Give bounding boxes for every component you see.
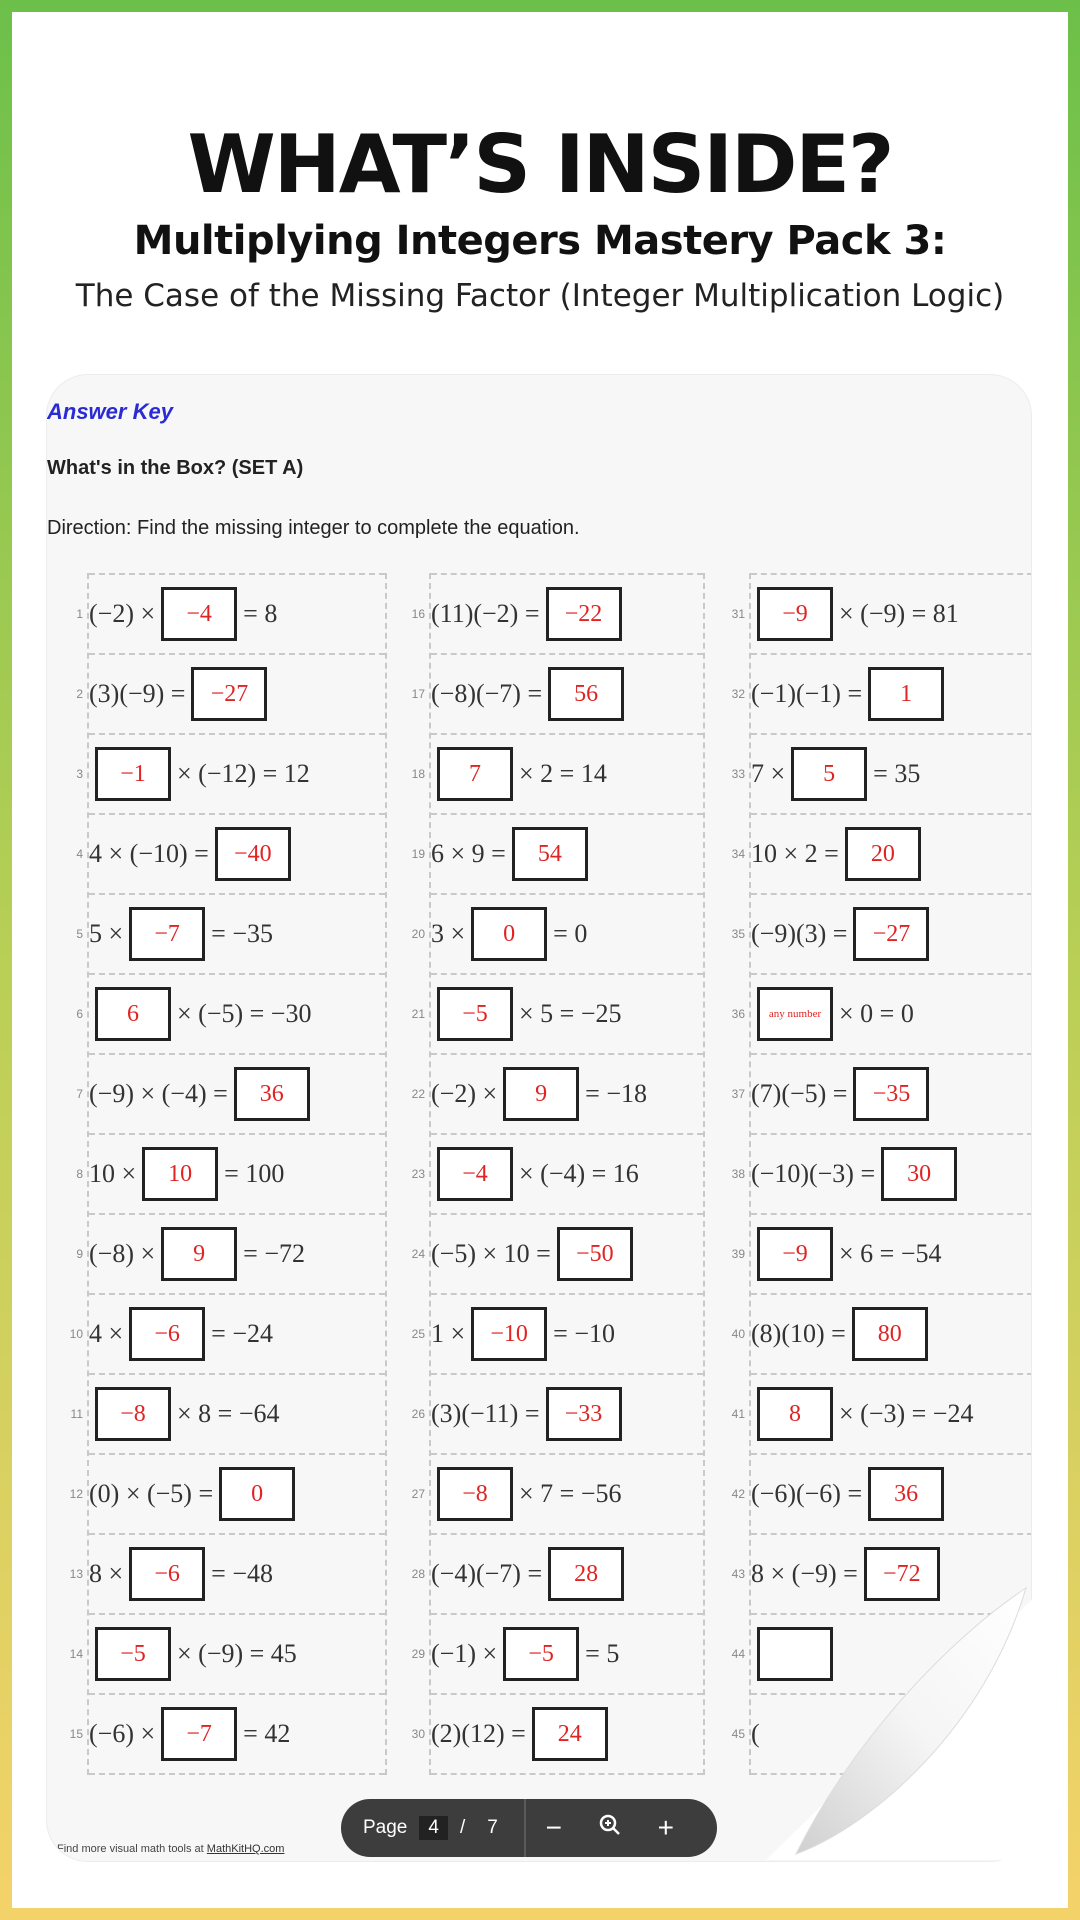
page-subtitle: Multiplying Integers Mastery Pack 3: — [133, 218, 947, 264]
problem-number: 42 — [731, 1487, 745, 1501]
problem-number: 41 — [731, 1407, 745, 1421]
problem-row — [731, 735, 1032, 815]
problem-row — [411, 1615, 703, 1695]
equation-left: (−10)(−3) = — [751, 1159, 876, 1188]
answer-box: 56 — [548, 667, 624, 721]
problem-number: 1 — [76, 607, 83, 621]
equation-left: (8)(10) = — [751, 1319, 846, 1348]
answer-box: −72 — [864, 1547, 940, 1601]
problem-number: 17 — [411, 687, 425, 701]
problem-row — [411, 975, 703, 1055]
equation-left: (3)(−11) = — [431, 1399, 540, 1428]
answer-box: −6 — [129, 1307, 205, 1361]
problem-row — [69, 1535, 385, 1615]
equation-left: (−2) × — [89, 599, 156, 628]
page-separator: / — [459, 1817, 466, 1838]
answer-box: any number — [757, 987, 833, 1041]
problem-row — [76, 655, 385, 735]
equation-right: × 5 = −25 — [519, 999, 622, 1028]
answer-box: −8 — [95, 1387, 171, 1441]
equation-right: = 100 — [224, 1159, 285, 1188]
answer-box: −50 — [557, 1227, 633, 1281]
equation-left: (−6)(−6) = — [751, 1479, 863, 1508]
answer-box: −7 — [129, 907, 205, 961]
footer-link[interactable]: MathKitHQ.com — [206, 1843, 285, 1855]
equation-left: (7)(−5) = — [751, 1079, 848, 1108]
problem-number: 15 — [69, 1727, 83, 1741]
answer-box: −5 — [503, 1627, 579, 1681]
problem-row — [70, 1375, 385, 1455]
equation-left: (−2) × — [431, 1079, 498, 1108]
pdf-pager-toolbar — [341, 1799, 717, 1857]
problem-number: 33 — [731, 767, 745, 781]
problem-number: 45 — [731, 1727, 745, 1741]
equation-left: 8 × (−9) = — [751, 1559, 858, 1588]
problem-number: 14 — [69, 1647, 83, 1661]
problem-number: 12 — [69, 1487, 83, 1501]
problem-number: 2 — [76, 687, 83, 701]
problem-row — [411, 573, 703, 655]
page-curl-graphic — [766, 1574, 1058, 1860]
zoom-in-button[interactable]: + — [657, 1812, 674, 1843]
answer-box: 24 — [532, 1707, 608, 1761]
zoom-out-button[interactable]: − — [545, 1812, 562, 1843]
problem-row — [731, 1295, 1032, 1375]
problem-number: 25 — [411, 1327, 425, 1341]
equation-right: = 35 — [873, 759, 921, 788]
problem-row — [731, 655, 1032, 735]
direction-text: Direction: Find the missing integer to complete the equation. — [47, 517, 580, 539]
problem-row — [76, 1135, 385, 1215]
equation-right: × (−4) = 16 — [519, 1159, 639, 1188]
page-tagline: The Case of the Missing Factor (Integer Multiplication Logic) — [75, 278, 1005, 314]
problem-row — [731, 815, 1032, 895]
answer-box: −4 — [437, 1147, 513, 1201]
answer-box: 36 — [234, 1067, 310, 1121]
equation-right: × (−5) = −30 — [177, 999, 312, 1028]
set-title: What's in the Box? (SET A) — [47, 457, 304, 479]
equation-left: ( — [751, 1719, 760, 1748]
equation-left: (3)(−9) = — [89, 679, 186, 708]
page-title: WHAT’S INSIDE? — [187, 118, 893, 211]
problem-row — [411, 815, 703, 895]
answer-box: −5 — [437, 987, 513, 1041]
equation-right: × 2 = 14 — [519, 759, 607, 788]
equation-left: (−1)(−1) = — [751, 679, 863, 708]
problem-number: 10 — [69, 1327, 83, 1341]
problem-number: 38 — [731, 1167, 745, 1181]
answer-box: 9 — [503, 1067, 579, 1121]
page-total: 7 — [487, 1817, 498, 1838]
answer-box: −5 — [95, 1627, 171, 1681]
problem-number: 44 — [731, 1647, 745, 1661]
problem-number: 36 — [731, 1007, 745, 1021]
problem-row — [411, 1375, 703, 1455]
equation-right: = 8 — [243, 599, 278, 628]
problem-row — [411, 895, 703, 975]
equation-left: 8 × — [89, 1559, 124, 1588]
equation-right: = −48 — [211, 1559, 273, 1588]
answer-box: 54 — [512, 827, 588, 881]
equation-right: × 8 = −64 — [177, 1399, 280, 1428]
problem-row — [411, 655, 703, 735]
problem-number: 24 — [411, 1247, 425, 1261]
equation-left: 7 × — [751, 759, 786, 788]
problem-row — [76, 895, 385, 975]
answer-box: −27 — [191, 667, 267, 721]
problem-row — [731, 1455, 1032, 1535]
problem-row — [411, 1215, 703, 1295]
answer-box: 0 — [219, 1467, 295, 1521]
problem-number: 7 — [76, 1087, 83, 1101]
problem-row — [731, 975, 1032, 1055]
problem-number: 5 — [76, 927, 83, 941]
equation-right: = 0 — [553, 919, 588, 948]
equation-right: × (−9) = 81 — [839, 599, 959, 628]
answer-box: 80 — [852, 1307, 928, 1361]
equation-left: (0) × (−5) = — [89, 1479, 214, 1508]
problem-number: 13 — [69, 1567, 83, 1581]
equation-right: = −72 — [243, 1239, 305, 1268]
equation-right: × 0 = 0 — [839, 999, 914, 1028]
equation-right: × (−12) = 12 — [177, 759, 310, 788]
answer-box: −33 — [546, 1387, 622, 1441]
problem-number: 31 — [731, 607, 745, 621]
answer-box: −1 — [95, 747, 171, 801]
answer-box: 0 — [471, 907, 547, 961]
equation-left: (−5) × 10 = — [431, 1239, 551, 1268]
answer-box: −35 — [853, 1067, 929, 1121]
problem-number: 32 — [731, 687, 745, 701]
problem-row — [69, 1455, 385, 1535]
equation-left: (−8) × — [89, 1239, 156, 1268]
problem-row — [411, 1055, 703, 1135]
problem-row — [76, 1215, 385, 1295]
problem-number: 26 — [411, 1407, 425, 1421]
answer-box: 36 — [868, 1467, 944, 1521]
equation-left: 4 × — [89, 1319, 124, 1348]
equation-left: (−8)(−7) = — [431, 679, 543, 708]
equation-left: (−9)(3) = — [751, 919, 848, 948]
equation-right: × (−9) = 45 — [177, 1639, 297, 1668]
equation-left: 3 × — [431, 919, 466, 948]
problem-number: 21 — [411, 1007, 425, 1021]
problem-number: 8 — [76, 1167, 83, 1181]
problem-number: 35 — [731, 927, 745, 941]
equation-right: × 7 = −56 — [519, 1479, 622, 1508]
problem-number: 22 — [411, 1087, 425, 1101]
problem-number: 29 — [411, 1647, 425, 1661]
equation-left: (−4)(−7) = — [431, 1559, 543, 1588]
problem-number: 16 — [411, 607, 425, 621]
problem-number: 23 — [411, 1167, 425, 1181]
equation-right: = −35 — [211, 919, 273, 948]
problem-row — [731, 1135, 1032, 1215]
footer-note — [57, 1843, 284, 1855]
problem-row — [411, 1135, 703, 1215]
answer-box: 9 — [161, 1227, 237, 1281]
problem-number: 18 — [411, 767, 425, 781]
answer-box: −4 — [161, 587, 237, 641]
answer-box: −8 — [437, 1467, 513, 1521]
answer-box: 8 — [757, 1387, 833, 1441]
footer-text: Find more visual math tools at — [57, 1843, 204, 1855]
equation-left: (−1) × — [431, 1639, 498, 1668]
equation-right: = −24 — [211, 1319, 273, 1348]
answer-box: 28 — [548, 1547, 624, 1601]
answer-box: 6 — [95, 987, 171, 1041]
problem-row — [411, 1535, 703, 1615]
problem-number: 40 — [731, 1327, 745, 1341]
problem-row — [411, 1455, 703, 1535]
problem-row — [731, 1375, 1032, 1455]
problem-row — [76, 735, 385, 815]
problem-row — [69, 1295, 385, 1375]
problem-row — [76, 1055, 385, 1135]
answer-box: −7 — [161, 1707, 237, 1761]
equation-left: 5 × — [89, 919, 124, 948]
answer-box: −40 — [215, 827, 291, 881]
problem-number: 37 — [731, 1087, 745, 1101]
equation-left: (−9) × (−4) = — [89, 1079, 228, 1108]
problem-number: 9 — [76, 1247, 83, 1261]
problem-row — [76, 975, 385, 1055]
answer-box: −27 — [853, 907, 929, 961]
problem-row — [76, 573, 385, 655]
problem-row — [76, 815, 385, 895]
equation-left: (11)(−2) = — [431, 599, 540, 628]
answer-box: 5 — [791, 747, 867, 801]
problem-column-2 — [411, 573, 705, 1775]
equation-right: = 5 — [585, 1639, 620, 1668]
answer-box: −9 — [757, 587, 833, 641]
problem-number: 4 — [76, 847, 83, 861]
answer-box: −10 — [471, 1307, 547, 1361]
problem-number: 6 — [76, 1007, 83, 1021]
page-number-input[interactable]: 4 — [419, 1816, 448, 1840]
problem-number: 34 — [731, 847, 745, 861]
problem-row — [731, 1215, 1032, 1295]
problem-number: 43 — [731, 1567, 745, 1581]
equation-left: 10 × 2 = — [751, 839, 839, 868]
problem-row — [69, 1615, 385, 1695]
problem-row — [411, 1695, 703, 1775]
problem-column-1 — [69, 573, 387, 1775]
equation-left: (−6) × — [89, 1719, 156, 1748]
equation-left: 10 × — [89, 1159, 137, 1188]
answer-box: 30 — [881, 1147, 957, 1201]
problem-row — [731, 573, 1032, 655]
equation-right: = 42 — [243, 1719, 291, 1748]
problem-row — [411, 735, 703, 815]
equation-right: = −18 — [585, 1079, 647, 1108]
problem-number: 11 — [70, 1407, 83, 1421]
answer-box: −9 — [757, 1227, 833, 1281]
problem-number: 30 — [411, 1727, 425, 1741]
problem-number: 20 — [411, 927, 425, 941]
answer-box: −22 — [546, 587, 622, 641]
problem-row — [411, 1295, 703, 1375]
answer-box: 1 — [868, 667, 944, 721]
equation-right: × 6 = −54 — [839, 1239, 942, 1268]
problem-row — [731, 1055, 1032, 1135]
answer-box: 20 — [845, 827, 921, 881]
problem-row — [69, 1695, 385, 1775]
page-label: Page — [363, 1817, 408, 1838]
answer-box: −6 — [129, 1547, 205, 1601]
problem-number: 27 — [411, 1487, 425, 1501]
equation-right: × (−3) = −24 — [839, 1399, 974, 1428]
problem-number: 39 — [731, 1247, 745, 1261]
equation-right: = −10 — [553, 1319, 615, 1348]
equation-left: (2)(12) = — [431, 1719, 526, 1748]
answer-box: 10 — [142, 1147, 218, 1201]
equation-left: 1 × — [431, 1319, 466, 1348]
problem-number: 19 — [411, 847, 425, 861]
problem-number: 3 — [76, 767, 83, 781]
problem-number: 28 — [411, 1567, 425, 1581]
equation-left: 4 × (−10) = — [89, 839, 209, 868]
equation-left: 6 × 9 = — [431, 839, 506, 868]
answer-key-label: Answer Key — [47, 399, 173, 424]
answer-box: 7 — [437, 747, 513, 801]
problem-row — [731, 895, 1032, 975]
zoom-icon[interactable] — [582, 1812, 638, 1844]
